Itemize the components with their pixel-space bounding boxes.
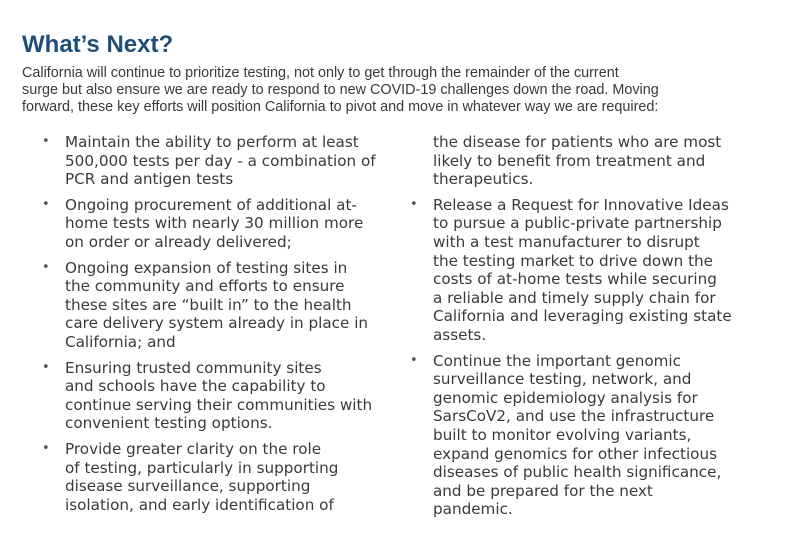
list-item-line: surveillance testing, network, and [433, 370, 692, 389]
bullet-marker: • [410, 196, 418, 212]
list-item-line: and be prepared for the next [433, 481, 653, 500]
right-bullet-list [410, 133, 780, 526]
list-item-line: convenient testing options. [65, 414, 273, 433]
list-item [42, 259, 387, 352]
list-item-line: the disease for patients who are most [433, 133, 722, 151]
list-item-line: likely to benefit from treatment and [433, 151, 706, 170]
list-item [42, 359, 387, 433]
list-item-line: care delivery system already in place in [65, 314, 369, 333]
list-item-line: on order or already delivered; [65, 232, 292, 251]
intro-line: forward, these key efforts will position California to pivot and move in whatever way we are required: [22, 99, 659, 115]
list-item-line: a reliable and timely supply chain for [433, 288, 716, 307]
list-item-line: 500,000 tests per day - a combination of [65, 151, 376, 170]
list-item-line: assets. [433, 325, 487, 344]
list-item-line: of testing, particularly in supporting [65, 458, 339, 477]
list-item-line: pandemic. [433, 500, 513, 519]
list-item-line: California; and [65, 332, 176, 351]
intro-line: surge but also ensure we are ready to respond to new COVID-19 challenges down the road. Moving [22, 82, 659, 98]
list-item-line: the testing market to drive down the [433, 251, 714, 270]
bullet-marker: • [410, 352, 418, 368]
list-item-line: Ongoing expansion of testing sites in [65, 258, 348, 277]
list-item-line: Ongoing procurement of additional at- [65, 195, 357, 214]
list-item [42, 133, 387, 189]
list-item-line: genomic epidemiology analysis for [433, 388, 698, 407]
list-item-line: and schools have the capability to [65, 377, 326, 396]
bullet-marker: • [42, 134, 50, 149]
list-item [42, 440, 387, 514]
list-item-line: these sites are “built in” to the health [65, 295, 352, 314]
list-item-line: the community and efforts to ensure [65, 277, 345, 296]
list-item-line: isolation, and early identification of [65, 495, 334, 514]
list-item-line: SarsCoV2, and use the infrastructure [433, 407, 715, 426]
list-item-line: with a test manufacturer to disrupt [433, 232, 700, 251]
list-item-line: built to monitor evolving variants, [433, 425, 692, 444]
left-bullet-list [42, 133, 387, 521]
bullet-marker: • [42, 440, 50, 456]
list-item-line: PCR and antigen tests [65, 170, 234, 189]
list-item [410, 196, 780, 345]
list-item-line: Continue the important genomic [433, 351, 681, 370]
list-item-line: Provide greater clarity on the role [65, 439, 322, 458]
list-item-line: home tests with nearly 30 million more [65, 214, 364, 233]
list-item-line: Maintain the ability to perform at least [65, 133, 359, 151]
list-item-line: costs of at-home tests while securing [433, 270, 717, 289]
list-item-line: to pursue a public-private partnership [433, 214, 722, 233]
bullet-marker: • [42, 259, 50, 275]
list-item-continuation [410, 133, 780, 189]
list-item-line: Release a Request for Innovative Ideas [433, 195, 729, 214]
list-item-line: therapeutics. [433, 170, 534, 189]
list-item-line: expand genomics for other infectious [433, 444, 718, 463]
intro-line: California will continue to prioritize testing, not only to get through the remainder of the current [22, 65, 619, 81]
list-item-line: diseases of public health significance, [433, 463, 722, 482]
list-item-line: Ensuring trusted community sites [65, 358, 322, 377]
bullet-marker: • [42, 359, 50, 375]
page-title: What’s Next? [22, 31, 174, 58]
bullet-marker: • [42, 196, 50, 212]
list-item [410, 352, 780, 519]
list-item-line: California and leveraging existing state [433, 307, 732, 326]
list-item-line: continue serving their communities with [65, 395, 373, 414]
list-item-line: disease surveillance, supporting [65, 477, 311, 496]
list-item [42, 196, 387, 252]
intro-paragraph [22, 65, 659, 116]
